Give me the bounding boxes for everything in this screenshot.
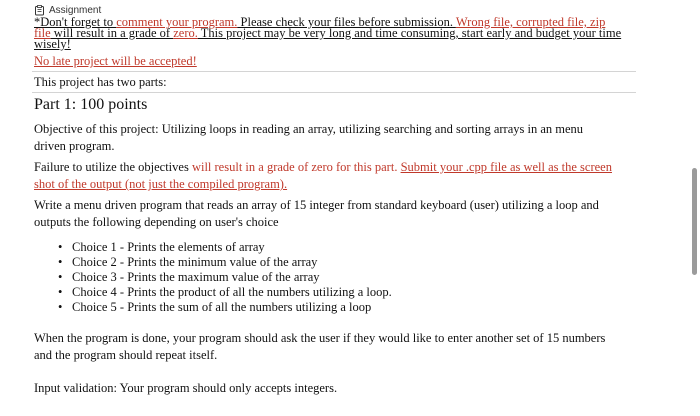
comment-link[interactable]: comment your program.: [116, 15, 238, 29]
assignment-label: Assignment: [49, 5, 102, 16]
choices-list: [58, 240, 392, 315]
parts-intro: This project has two parts:: [34, 75, 167, 89]
failure-text: [34, 159, 614, 193]
late-notice-link[interactable]: No late project will be accepted!: [34, 54, 197, 68]
zero-link[interactable]: zero.: [173, 26, 198, 40]
list-item: • Choice 3 - Prints the maximum value of the array: [58, 270, 392, 285]
list-item: • Choice 1 - Prints the elements of array: [58, 240, 392, 255]
warning-zero-text: will result in a grade of: [50, 26, 174, 40]
list-item: • Choice 2 - Prints the minimum value of the array: [58, 255, 392, 270]
repeat-text: When the program is done, your program should ask the user if they would like to enter another set of 15 numbers and the program should repeat itself.: [34, 331, 606, 362]
divider: [32, 92, 636, 93]
failure-red-text: will result in a grade of zero for this part.: [191, 160, 398, 174]
list-item: • Choice 4 - Prints the product of all the numbers utilizing a loop.: [58, 285, 392, 300]
part-title: Part 1: 100 points: [34, 96, 148, 113]
scrollbar[interactable]: [692, 168, 697, 275]
failure-prefix: Failure to utilize the objectives: [34, 160, 192, 174]
objective-text: Objective of this project: Utilizing loops in reading an array, utilizing searching and sorting arrays in an menu driven program.: [34, 122, 584, 153]
warning-tail: This project may be very long and time consuming, start early and budget your time wisely!: [34, 26, 622, 51]
warning-prefix: *Don't forget to: [34, 15, 117, 29]
warning-text: [34, 17, 624, 50]
wrong-file-link[interactable]: Wrong file, corrupted file, zip file: [34, 15, 606, 40]
submit-link[interactable]: Submit your .cpp file as well as the screen shot of the output (not just the compiled program).: [34, 160, 612, 191]
instructions-text: Write a menu driven program that reads an array of 15 integer from standard keyboard (user) utilizing a loop and outputs the following depending on user's choice: [34, 198, 599, 229]
divider: [32, 71, 636, 72]
list-item: • Choice 5 - Prints the sum of all the numbers utilizing a loop: [58, 300, 392, 315]
warning-middle: Please check your files before submission.: [237, 15, 456, 29]
validation-text: Input validation: Your program should only accepts integers.: [34, 381, 338, 395]
